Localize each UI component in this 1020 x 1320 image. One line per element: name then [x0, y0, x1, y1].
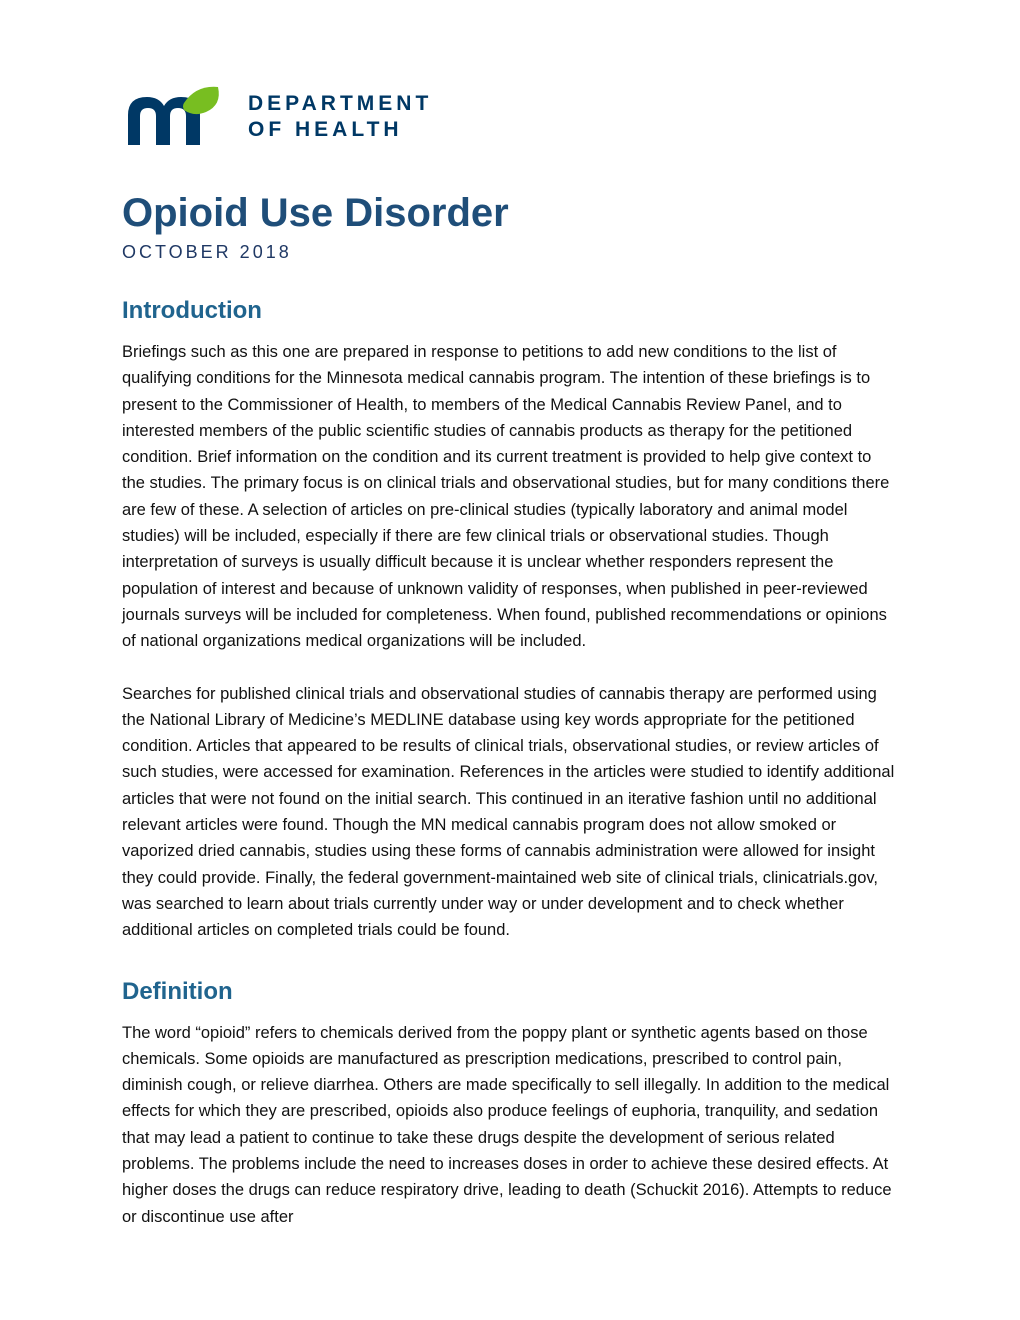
section-definition	[122, 978, 898, 1230]
page-title: Opioid Use Disorder	[122, 191, 509, 235]
introduction-paragraph-2: Searches for published clinical trials and observational studies of cannabis therapy are performed using the National Library of Medicine’s MEDLINE database using key words appropriate for the petitioned condition. Articles that appeared to be results of clinical trials, observational studies, or review articles of such studies, were accessed for examination. References in the articles were studied to identify additional articles that were not found on the initial search. This continued in an iterative fashion until no additional relevant articles were found. Though the MN medical cannabis program does not allow smoked or vaporized dried cannabis, studies using these forms of cannabis administration were allowed for insight they could provide. Finally, the federal government-maintained web site of clinical trials, clinicatrials.gov, was searched to learn about trials currently under way or under development and to check whether additional articles on completed trials could be found.	[122, 684, 895, 940]
section-heading-definition: Definition	[122, 977, 233, 1005]
org-name	[248, 91, 432, 144]
definition-paragraph-1: The word “opioid” refers to chemicals derived from the poppy plant or synthetic agents based on those chemicals. Some opioids are manufactured as prescription medications, prescribed to control pain, diminish cough, or relieve diarrhea. Others are made specifically to sell illegally. In addition to the medical effects for which they are prescribed, opioids also produce feelings of euphoria, tranquility, and sedation that may lead a patient to continue to take these drugs despite the development of serious related problems. The problems include the need to increases doses in order to achieve these desired effects. At higher doses the drugs can reduce respiratory drive, leading to death (Schuckit 2016). Attempts to reduce or discontinue use after	[122, 1023, 892, 1226]
mn-health-logo-icon	[122, 85, 230, 149]
org-name-line1: DEPARTMENT	[248, 91, 433, 115]
section-introduction	[122, 297, 898, 944]
introduction-paragraph-1: Briefings such as this one are prepared in response to petitions to add new conditions to the list of qualifying conditions for the Minnesota medical cannabis program. The intention of these briefings is to present to the Commissioner of Health, to members of the Medical Cannabis Review Panel, and to interested members of the public scientific studies of cannabis products as therapy for the petitioned condition. Brief information on the condition and its current treatment is provided to help give context to the studies. The primary focus is on clinical trials and observational studies, but for many conditions there are few of these. A selection of articles on pre-clinical studies (typically laboratory and animal model studies) will be included, especially if there are few clinical trials or observational studies. Though interpretation of surveys is usually difficult because it is unclear whether responders represent the population of interest and because of unknown validity of responses, when published in peer-reviewed journals surveys will be included for completeness. When found, published recommendations or opinions of national organizations medical organizations will be included.	[122, 343, 890, 651]
document-header	[122, 85, 898, 149]
section-heading-introduction: Introduction	[122, 297, 262, 324]
document-date: OCTOBER 2018	[122, 242, 292, 262]
org-name-line2: OF HEALTH	[248, 118, 403, 141]
